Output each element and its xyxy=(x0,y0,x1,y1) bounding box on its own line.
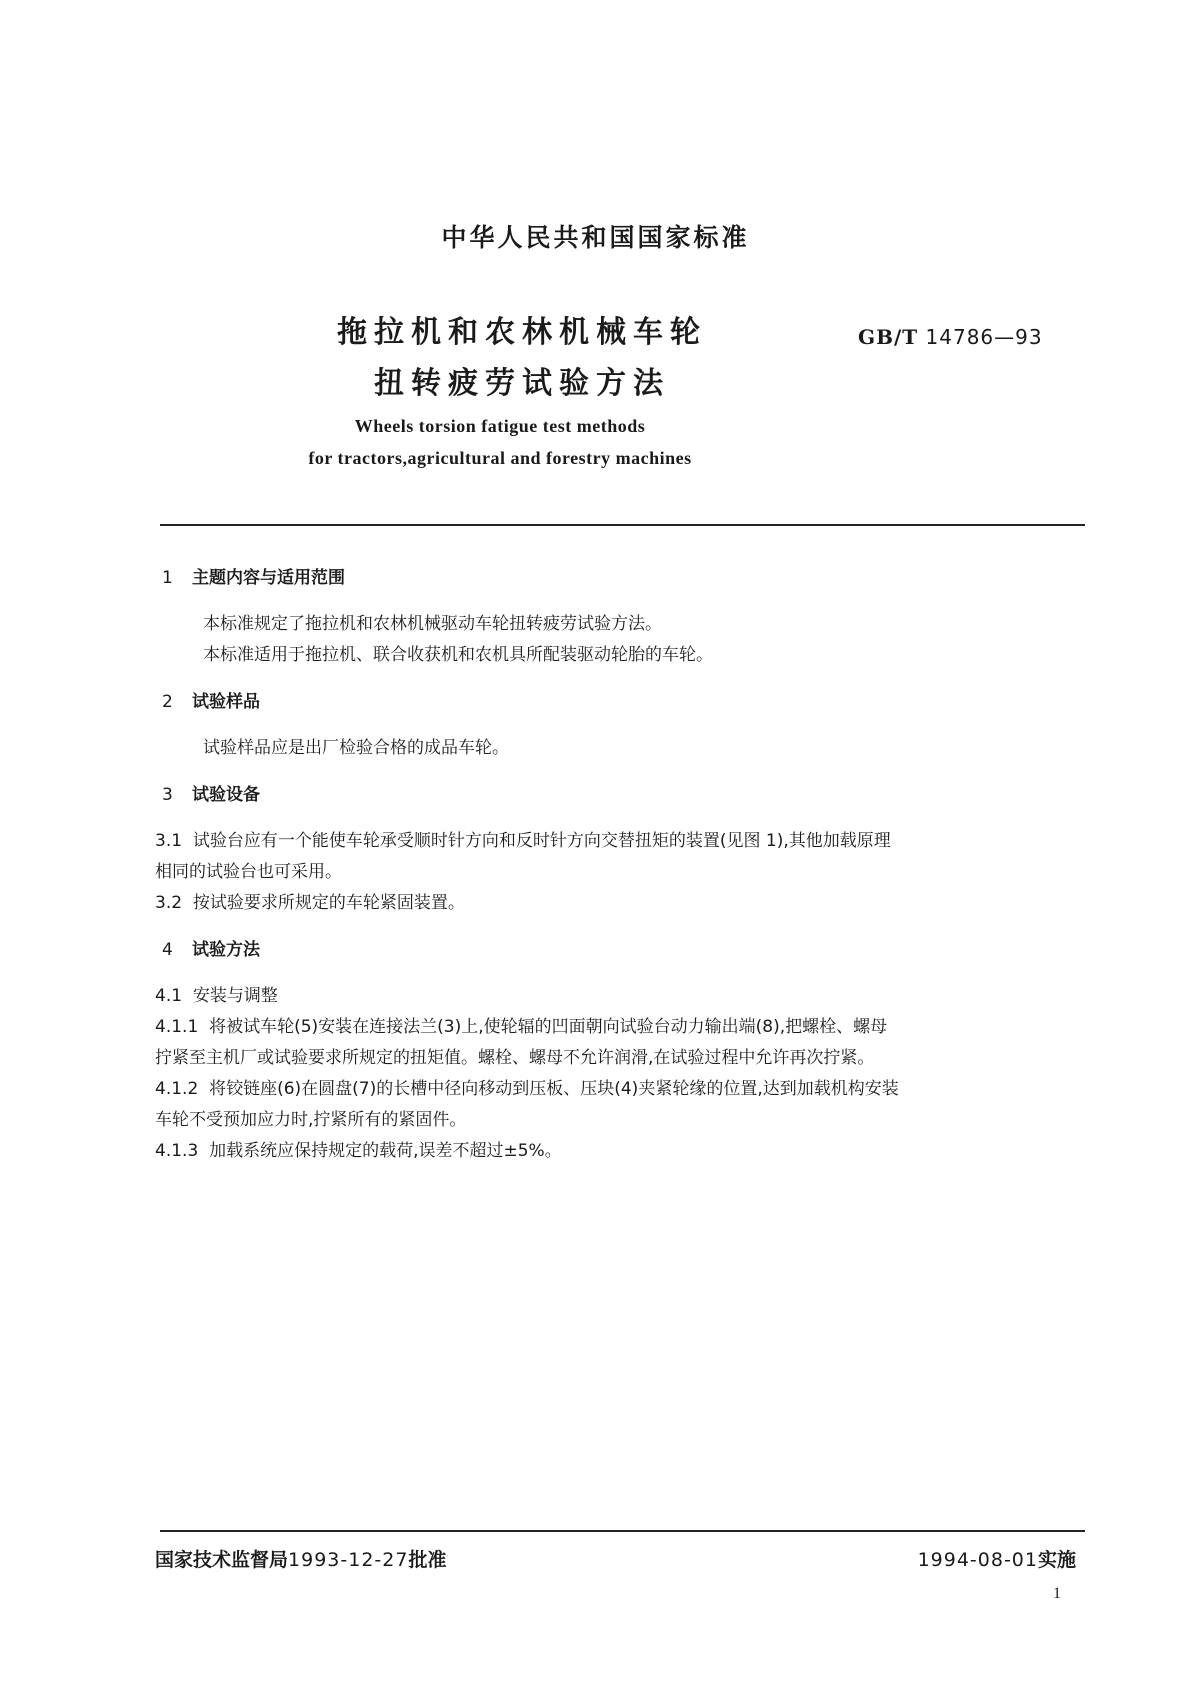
standard-code xyxy=(858,325,1043,349)
footer-divider xyxy=(160,1530,1085,1532)
title-cn-line-2: 扭转疲劳试验方法 xyxy=(374,366,670,401)
section-3-title: 试验设备 xyxy=(192,785,260,805)
clause-4-1-3-number: 4.1.3 xyxy=(155,1141,199,1161)
section-1-title: 主题内容与适用范围 xyxy=(192,568,345,588)
effective-info xyxy=(918,1545,1076,1572)
section-2-title: 试验样品 xyxy=(192,692,260,712)
section-1-number: 1 xyxy=(162,568,173,588)
clause-3-1 xyxy=(155,826,891,851)
clause-4-1-1 xyxy=(155,1012,887,1037)
clause-4-1-number: 4.1 xyxy=(155,986,183,1006)
clause-4-1-2-number: 4.1.2 xyxy=(155,1079,199,1099)
title-cn-line-1: 拖拉机和农林机械车轮 xyxy=(337,315,707,350)
effective-label: 实施 xyxy=(1037,1549,1076,1571)
clause-4-1-1-continued: 拧紧至主机厂或试验要求所规定的扭矩值。螺栓、螺母不允许润滑,在试验过程中允许再次拧紧。 xyxy=(155,1048,875,1068)
approval-authority: 国家技术监督局 xyxy=(155,1549,289,1571)
section-1-heading xyxy=(162,563,345,588)
approval-info xyxy=(155,1545,446,1572)
clause-3-2 xyxy=(155,888,465,913)
standard-number: 14786—93 xyxy=(925,325,1043,349)
approval-date: 1993-12-27 xyxy=(288,1549,409,1571)
clause-4-1-3-text: 加载系统应保持规定的载荷,误差不超过±5%。 xyxy=(209,1141,562,1161)
section-4-title: 试验方法 xyxy=(192,940,260,960)
section-3-heading xyxy=(162,780,260,805)
clause-4-1-3 xyxy=(155,1136,562,1161)
section-4-heading xyxy=(162,935,260,960)
clause-4-1 xyxy=(155,981,278,1006)
section-2-heading xyxy=(162,687,260,712)
clause-4-1-1-number: 4.1.1 xyxy=(155,1017,199,1037)
section-4-number: 4 xyxy=(162,940,173,960)
clause-4-1-text: 安装与调整 xyxy=(192,986,278,1006)
clause-4-1-2-continued: 车轮不受预加应力时,拧紧所有的紧固件。 xyxy=(155,1110,467,1130)
section-2-number: 2 xyxy=(162,692,173,712)
clause-3-2-number: 3.2 xyxy=(155,893,183,913)
national-standard-heading: 中华人民共和国国家标准 xyxy=(441,223,750,252)
standard-prefix: GB/T xyxy=(858,325,919,349)
section-1-paragraph-1: 本标准规定了拖拉机和农林机械驱动车轮扭转疲劳试验方法。 xyxy=(203,614,662,634)
title-en-line-2: for tractors,agricultural and forestry machines xyxy=(308,448,692,468)
clause-3-1-number: 3.1 xyxy=(155,831,183,851)
section-1-paragraph-2: 本标准适用于拖拉机、联合收获机和农机具所配装驱动轮胎的车轮。 xyxy=(203,645,713,665)
section-2-paragraph-1: 试验样品应是出厂检验合格的成品车轮。 xyxy=(203,738,509,758)
clause-4-1-2 xyxy=(155,1074,899,1099)
page-number: 1 xyxy=(1053,1585,1061,1602)
header-divider xyxy=(160,524,1085,526)
clause-3-1-text: 试验台应有一个能使车轮承受顺时针方向和反时针方向交替扭矩的装置(见图 1),其他加载原理 xyxy=(192,831,891,851)
clause-4-1-2-text: 将铰链座(6)在圆盘(7)的长槽中径向移动到压板、压块(4)夹紧轮缘的位置,达到加载机构安装 xyxy=(209,1079,899,1099)
effective-date: 1994-08-01 xyxy=(917,1549,1038,1571)
section-3-number: 3 xyxy=(162,785,173,805)
clause-4-1-1-text: 将被试车轮(5)安装在连接法兰(3)上,使轮辐的凹面朝向试验台动力输出端(8),把螺栓、螺母 xyxy=(209,1017,888,1037)
approval-label: 批准 xyxy=(408,1549,447,1571)
clause-3-2-text: 按试验要求所规定的车轮紧固装置。 xyxy=(192,893,465,913)
clause-3-1-continued: 相同的试验台也可采用。 xyxy=(155,862,342,882)
title-en-line-1: Wheels torsion fatigue test methods xyxy=(354,416,646,436)
